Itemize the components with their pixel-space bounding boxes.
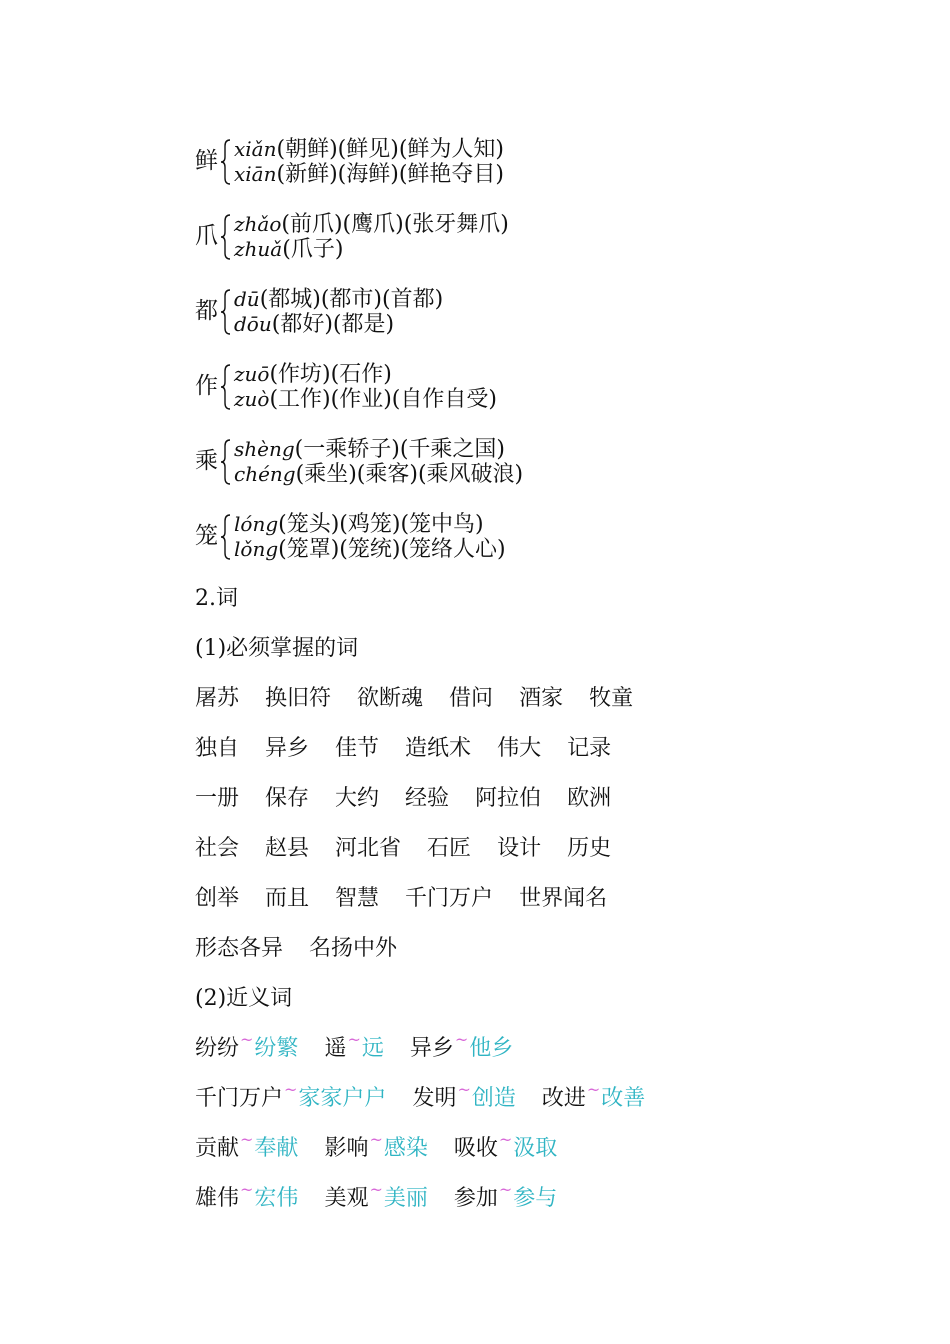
document-page [195, 124, 895, 1224]
must-know-word-list [195, 674, 895, 974]
synonym-word: 美观 [324, 1186, 369, 1211]
vocabulary-word: 名扬中外 [309, 936, 398, 961]
polyphone-reading-line [234, 312, 443, 337]
pinyin-reading: zhǎo [234, 211, 282, 236]
tilde-connector: ~ [498, 1180, 513, 1199]
polyphone-reading-line [234, 437, 523, 462]
pinyin-reading: lóng [234, 511, 279, 536]
polyphone-character: 笼 [195, 523, 218, 549]
vocabulary-word: 阿拉伯 [475, 786, 542, 811]
synonym-answer: 参与 [513, 1186, 558, 1211]
tilde-connector: ~ [369, 1180, 383, 1199]
vocabulary-word: 牧童 [589, 686, 634, 711]
vocabulary-word: 历史 [567, 836, 612, 861]
reading-examples: (笼头)(鸡笼)(笼中鸟) [278, 511, 484, 537]
reading-examples: (都城)(都市)(首都) [259, 286, 444, 312]
word-row [195, 674, 895, 724]
pinyin-reading: dōu [234, 311, 272, 336]
vocabulary-word: 河北省 [335, 836, 402, 861]
vocabulary-word: 一册 [195, 786, 240, 811]
polyphone-list [195, 124, 895, 574]
tilde-connector: ~ [586, 1080, 601, 1099]
synonym-pair [412, 1074, 515, 1125]
left-brace-icon [220, 214, 232, 260]
synonym-row [195, 1124, 895, 1174]
synonym-word: 贡献 [195, 1136, 240, 1161]
polyphone-character: 乘 [195, 448, 218, 474]
synonym-answer: 美丽 [383, 1186, 428, 1211]
reading-examples: (工作)(作业)(自作自受) [269, 386, 497, 412]
pinyin-reading: xiǎn [234, 136, 277, 161]
synonym-pair [195, 1074, 386, 1125]
polyphone-reading-line [234, 387, 497, 412]
synonym-row [195, 1074, 895, 1124]
synonym-word: 千门万户 [195, 1086, 284, 1111]
vocabulary-word: 独自 [195, 736, 240, 761]
vocabulary-word: 保存 [265, 786, 310, 811]
polyphone-character: 都 [195, 298, 218, 324]
polyphone-reading-line [234, 237, 509, 262]
pinyin-reading: xiān [234, 161, 277, 186]
polyphone-reading-line [234, 212, 509, 237]
vocabulary-word: 经验 [405, 786, 450, 811]
polyphone-reading-line [234, 512, 506, 537]
reading-examples: (作坊)(石作) [269, 361, 392, 387]
pinyin-reading: zuō [234, 361, 270, 386]
synonym-pair [410, 1024, 513, 1075]
polyphone-block [195, 199, 895, 274]
section-heading-words: 2.词 [195, 586, 238, 611]
reading-examples: (笼罩)(笼统)(笼络人心) [278, 536, 506, 562]
pinyin-reading: zhuǎ [234, 236, 283, 261]
word-row [195, 724, 895, 774]
vocabulary-word: 设计 [497, 836, 542, 861]
subheading-must-know-words: (1)必须掌握的词 [195, 636, 359, 661]
polyphone-reading-line [234, 537, 506, 562]
reading-examples: (爪子) [282, 236, 344, 262]
tilde-connector: ~ [240, 1030, 254, 1049]
polyphone-character: 爪 [195, 223, 218, 249]
tilde-connector: ~ [369, 1130, 383, 1149]
polyphone-reading-line [234, 462, 523, 487]
vocabulary-word: 屠苏 [195, 686, 240, 711]
polyphone-reading-line [234, 162, 504, 187]
vocabulary-word: 形态各异 [195, 936, 284, 961]
pinyin-reading: chéng [234, 461, 296, 486]
synonym-answer: 家家户户 [298, 1086, 387, 1111]
left-brace-icon [220, 139, 232, 185]
word-row [195, 774, 895, 824]
vocabulary-word: 世界闻名 [519, 886, 608, 911]
synonym-row [195, 1174, 895, 1224]
polyphone-block [195, 124, 895, 199]
reading-examples: (朝鲜)(鲜见)(鲜为人知) [276, 136, 504, 162]
synonym-row [195, 1024, 895, 1074]
left-brace-icon [220, 289, 232, 335]
synonym-answer: 宏伟 [254, 1186, 299, 1211]
left-brace-icon [220, 364, 232, 410]
synonym-word: 参加 [453, 1186, 498, 1211]
tilde-connector: ~ [454, 1030, 469, 1049]
synonym-word: 异乡 [409, 1036, 454, 1061]
synonym-word: 遥 [324, 1036, 347, 1061]
polyphone-block [195, 274, 895, 349]
reading-examples: (乘坐)(乘客)(乘风破浪) [295, 461, 524, 487]
polyphone-readings [234, 212, 509, 262]
synonym-pair [195, 1124, 298, 1175]
pinyin-reading: shèng [234, 436, 295, 461]
vocabulary-word: 欲断魂 [357, 686, 424, 711]
vocabulary-word: 记录 [567, 736, 612, 761]
synonym-answer: 改善 [601, 1086, 646, 1111]
vocabulary-word: 酒家 [519, 686, 564, 711]
reading-examples: (前爪)(鹰爪)(张牙舞爪) [281, 211, 509, 237]
vocabulary-word: 智慧 [335, 886, 380, 911]
polyphone-readings [234, 362, 497, 412]
vocabulary-word: 社会 [195, 836, 240, 861]
synonym-answer: 纷繁 [254, 1036, 299, 1061]
synonym-answer: 感染 [383, 1136, 428, 1161]
vocabulary-word: 借问 [449, 686, 494, 711]
vocabulary-word: 大约 [335, 786, 380, 811]
synonym-word: 改进 [541, 1086, 586, 1111]
synonym-pair [542, 1074, 645, 1125]
synonym-pair [454, 1174, 557, 1225]
polyphone-readings [234, 512, 506, 562]
vocabulary-word: 赵县 [265, 836, 310, 861]
synonym-word: 发明 [412, 1086, 457, 1111]
left-brace-icon [220, 514, 232, 560]
polyphone-reading-line [234, 287, 443, 312]
polyphone-reading-line [234, 137, 504, 162]
synonym-word: 雄伟 [195, 1186, 240, 1211]
pinyin-reading: dū [234, 286, 260, 311]
synonym-answer: 他乡 [469, 1036, 514, 1061]
synonym-answer: 创造 [471, 1086, 516, 1111]
polyphone-character: 鲜 [195, 148, 218, 174]
polyphone-block [195, 424, 895, 499]
word-row [195, 874, 895, 924]
word-row [195, 924, 895, 974]
word-row [195, 824, 895, 874]
left-brace-icon [220, 439, 232, 485]
synonym-list [195, 1024, 895, 1224]
vocabulary-word: 佳节 [335, 736, 380, 761]
tilde-connector: ~ [457, 1080, 471, 1099]
vocabulary-word: 欧洲 [567, 786, 612, 811]
reading-examples: (新鲜)(海鲜)(鲜艳夺目) [276, 161, 504, 187]
vocabulary-word: 异乡 [265, 736, 310, 761]
vocabulary-word: 伟大 [497, 736, 542, 761]
tilde-connector: ~ [347, 1030, 361, 1049]
tilde-connector: ~ [284, 1080, 298, 1099]
synonym-pair [195, 1024, 298, 1075]
synonym-pair [324, 1124, 427, 1175]
reading-examples: (一乘轿子)(千乘之国) [294, 436, 506, 462]
synonym-answer: 远 [361, 1036, 384, 1061]
subheading-synonyms: (2)近义词 [195, 986, 293, 1011]
synonym-word: 吸收 [453, 1136, 498, 1161]
vocabulary-word: 石匠 [427, 836, 472, 861]
vocabulary-word: 造纸术 [405, 736, 472, 761]
polyphone-block [195, 499, 895, 574]
synonym-answer: 奉献 [254, 1136, 299, 1161]
tilde-connector: ~ [240, 1180, 254, 1199]
synonym-pair [454, 1124, 557, 1175]
vocabulary-word: 而且 [265, 886, 310, 911]
reading-examples: (都好)(都是) [271, 311, 395, 337]
synonym-pair [195, 1174, 298, 1225]
synonym-pair [324, 1024, 383, 1075]
synonym-word: 影响 [324, 1136, 369, 1161]
synonym-pair [324, 1174, 427, 1225]
vocabulary-word: 换旧符 [265, 686, 332, 711]
polyphone-readings [234, 137, 504, 187]
polyphone-readings [234, 437, 523, 487]
polyphone-reading-line [234, 362, 497, 387]
synonym-word: 纷纷 [195, 1036, 240, 1061]
pinyin-reading: lǒng [234, 536, 279, 561]
polyphone-character: 作 [195, 373, 218, 399]
polyphone-readings [234, 287, 443, 337]
tilde-connector: ~ [240, 1130, 254, 1149]
vocabulary-word: 千门万户 [405, 886, 494, 911]
tilde-connector: ~ [498, 1130, 513, 1149]
synonym-answer: 汲取 [513, 1136, 558, 1161]
pinyin-reading: zuò [234, 386, 270, 411]
vocabulary-word: 创举 [195, 886, 240, 911]
polyphone-block [195, 349, 895, 424]
